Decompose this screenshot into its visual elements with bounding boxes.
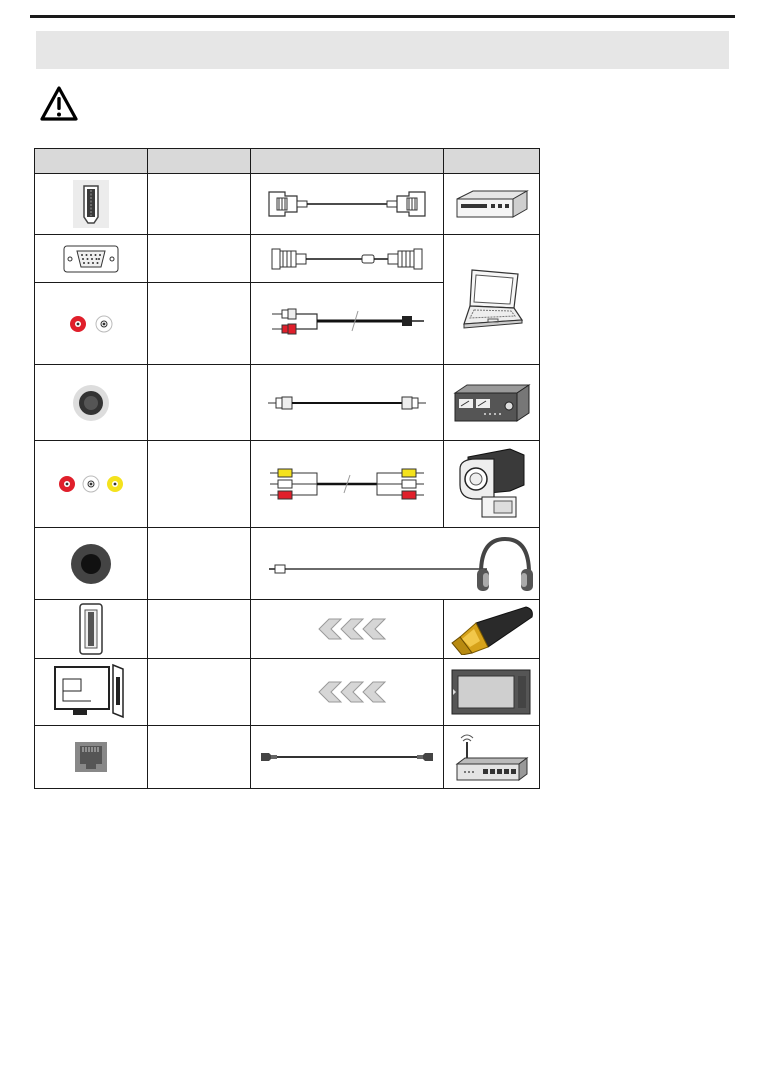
laptop-icon	[456, 266, 526, 334]
connection-name	[148, 600, 251, 659]
table-header-row	[35, 149, 540, 174]
connection-name	[148, 174, 251, 235]
hdmi-cable-icon	[257, 184, 437, 224]
connection-name	[148, 726, 251, 789]
headphone-cable-icon	[255, 533, 535, 595]
router-icon	[453, 730, 529, 784]
header-cell	[251, 149, 443, 174]
amplifier-icon	[449, 381, 533, 425]
section-title-bar	[36, 31, 729, 69]
header-cell	[148, 149, 251, 174]
dvd-player-icon	[451, 187, 531, 221]
usb-stick-icon	[446, 603, 536, 655]
connections-table	[34, 148, 540, 789]
coaxial-cable-icon	[262, 393, 432, 413]
connection-name	[148, 441, 251, 528]
coaxial-port-icon	[71, 383, 111, 423]
insert-arrows-icon	[307, 680, 387, 704]
vga-port-icon	[63, 245, 119, 273]
insert-arrows-icon	[307, 617, 387, 641]
connection-name	[148, 528, 251, 600]
audio-rca-port-icon	[66, 313, 116, 335]
table-row	[35, 600, 540, 659]
header-cell	[35, 149, 148, 174]
table-row	[35, 365, 540, 441]
table-row	[35, 528, 540, 600]
rca-to-jack-cable-icon	[262, 299, 432, 349]
connection-name	[148, 659, 251, 726]
usb-port-icon	[74, 602, 108, 656]
connection-name	[148, 283, 251, 365]
header-cell	[443, 149, 539, 174]
headphones-icon	[477, 539, 533, 591]
connection-name	[148, 365, 251, 441]
ethernet-cable-icon	[257, 747, 437, 767]
table-row	[35, 726, 540, 789]
av-rca-port-icon	[56, 473, 126, 495]
ethernet-port-icon	[73, 740, 109, 774]
table-row	[35, 659, 540, 726]
av-cable-icon	[262, 459, 432, 509]
cam-module-icon	[450, 668, 532, 716]
warning-triangle-icon	[39, 85, 79, 123]
ci-slot-icon	[51, 663, 131, 721]
camcorder-icon	[454, 445, 528, 523]
table-row	[35, 441, 540, 528]
vga-cable-icon	[262, 244, 432, 274]
headphone-port-icon	[69, 542, 113, 586]
top-rule	[30, 15, 735, 18]
hdmi-port-icon	[71, 179, 111, 229]
table-row	[35, 235, 540, 283]
table-row	[35, 174, 540, 235]
connection-name	[148, 235, 251, 283]
